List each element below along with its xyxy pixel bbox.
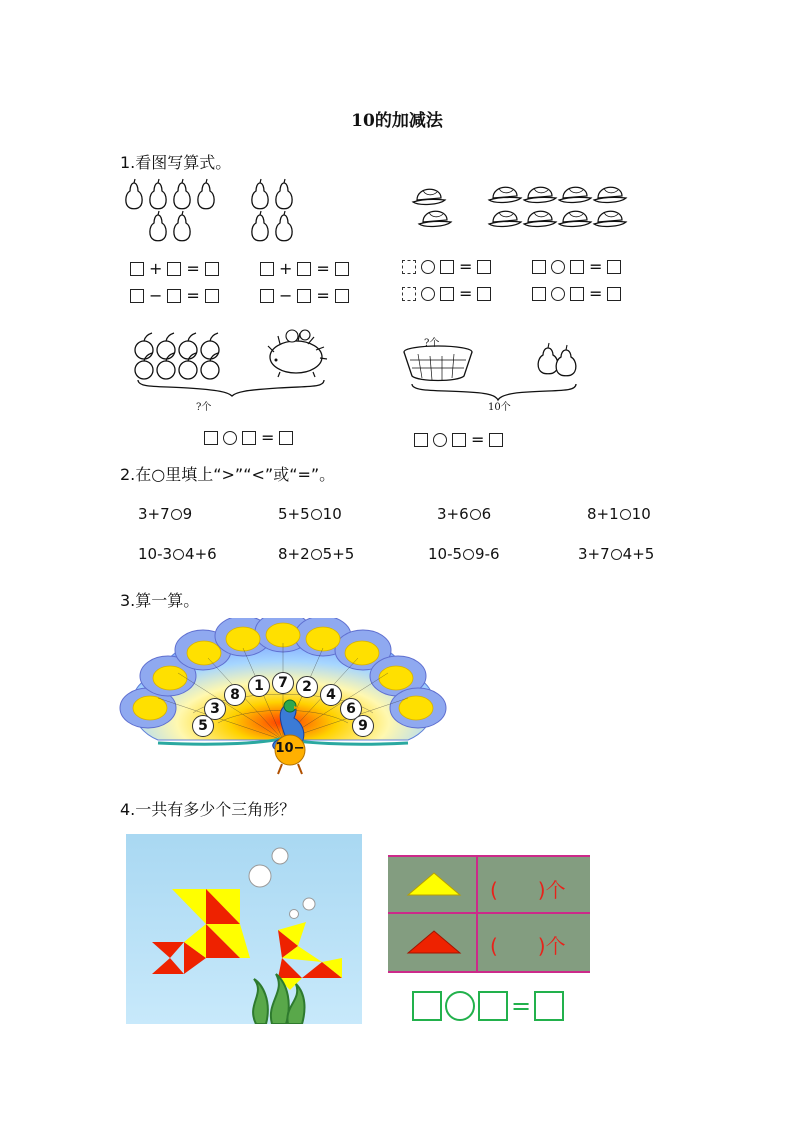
- peacock-number: 3: [204, 698, 226, 720]
- answer-box[interactable]: [478, 991, 508, 1021]
- answer-box[interactable]: [205, 289, 219, 303]
- answer-box[interactable]: [532, 287, 546, 301]
- answer-box[interactable]: [412, 991, 442, 1021]
- answer-box[interactable]: [452, 433, 466, 447]
- fish-tangram-illustration: [126, 834, 362, 1024]
- peacock-number: 5: [192, 715, 214, 737]
- section-4-heading: 4.一共有多少个三角形？: [120, 800, 296, 819]
- answer-box[interactable]: [440, 260, 454, 274]
- compare-item: 5+5 10: [278, 505, 342, 523]
- equation-a4: − =: [260, 286, 349, 305]
- operator-circle[interactable]: [551, 287, 565, 301]
- pears-group-illustration: [118, 175, 378, 245]
- peacock-number: 2: [296, 676, 318, 698]
- compare-circle[interactable]: [311, 509, 322, 520]
- answer-box[interactable]: [242, 431, 256, 445]
- compare-item: 10-3 4+6: [138, 545, 217, 563]
- answer-box[interactable]: [440, 287, 454, 301]
- equation-b3: =: [532, 257, 621, 276]
- basket-label-unknown: ?个: [424, 338, 440, 349]
- answer-box[interactable]: [205, 262, 219, 276]
- answer-box[interactable]: [570, 287, 584, 301]
- hedgehog-icon: [268, 330, 327, 377]
- answer-box[interactable]: [477, 287, 491, 301]
- answer-box[interactable]: [570, 260, 584, 274]
- answer-box[interactable]: [335, 262, 349, 276]
- answer-box[interactable]: [204, 431, 218, 445]
- compare-item: 8+1 10: [587, 505, 651, 523]
- answer-box[interactable]: [532, 260, 546, 274]
- brace-label-unknown: ?个: [196, 402, 212, 413]
- equation-d: =: [414, 430, 503, 449]
- apples-hedgehog-illustration: [128, 322, 343, 414]
- caps-group-illustration: [405, 178, 645, 238]
- equation-a1: + =: [130, 259, 219, 278]
- answer-box[interactable]: [167, 262, 181, 276]
- answer-box[interactable]: [534, 991, 564, 1021]
- operator-circle[interactable]: [421, 260, 435, 274]
- compare-circle[interactable]: [611, 549, 622, 560]
- answer-box[interactable]: [260, 262, 274, 276]
- section-3-heading: 3.算一算。: [120, 591, 200, 610]
- equation-b4: =: [532, 284, 621, 303]
- red-count-answer[interactable]: ( )个: [490, 934, 566, 958]
- compare-circle[interactable]: [311, 549, 322, 560]
- answer-box[interactable]: [402, 260, 416, 274]
- compare-circle[interactable]: [470, 509, 481, 520]
- peacock-number: 7: [272, 672, 294, 694]
- peacock-number: 9: [352, 715, 374, 737]
- answer-box[interactable]: [414, 433, 428, 447]
- total-triangle-equation: =: [412, 991, 564, 1021]
- peacock-number: 1: [248, 675, 270, 697]
- answer-box[interactable]: [167, 289, 181, 303]
- answer-box[interactable]: [607, 287, 621, 301]
- operator-circle[interactable]: [445, 991, 475, 1021]
- peacock-number: 4: [320, 684, 342, 706]
- operator-circle[interactable]: [421, 287, 435, 301]
- triangle-count-table: [388, 855, 590, 973]
- peacock-body-label: 10−: [275, 741, 305, 756]
- equation-b1: =: [402, 257, 491, 276]
- compare-circle[interactable]: [620, 509, 631, 520]
- compare-circle[interactable]: [173, 549, 184, 560]
- answer-box[interactable]: [279, 431, 293, 445]
- equation-b2: =: [402, 284, 491, 303]
- operator-circle[interactable]: [223, 431, 237, 445]
- pears-icon: [538, 343, 576, 376]
- compare-circle[interactable]: [463, 549, 474, 560]
- answer-box[interactable]: [402, 287, 416, 301]
- compare-item: 3+7 9: [138, 505, 193, 523]
- section-2-heading: 2.在○里填上“>”“<”或“=”。: [120, 465, 336, 484]
- peacock-number: 8: [224, 684, 246, 706]
- answer-box[interactable]: [335, 289, 349, 303]
- operator-circle[interactable]: [433, 433, 447, 447]
- yellow-count-answer[interactable]: ( )个: [490, 878, 566, 902]
- equation-c: =: [204, 428, 293, 447]
- answer-box[interactable]: [130, 289, 144, 303]
- operator-circle[interactable]: [551, 260, 565, 274]
- answer-box[interactable]: [260, 289, 274, 303]
- page-title: 10的加减法: [351, 111, 443, 131]
- yellow-triangle-icon: [404, 869, 464, 899]
- red-triangle-icon: [404, 927, 464, 957]
- section-1-heading: 1.看图写算式。: [120, 153, 232, 172]
- peacock-number: 6: [340, 698, 362, 720]
- answer-box[interactable]: [607, 260, 621, 274]
- answer-box[interactable]: [130, 262, 144, 276]
- equation-a3: + =: [260, 259, 349, 278]
- equation-a2: − =: [130, 286, 219, 305]
- compare-circle[interactable]: [171, 509, 182, 520]
- compare-item: 3+6 6: [437, 505, 492, 523]
- answer-box[interactable]: [297, 262, 311, 276]
- basket-icon: [404, 346, 472, 381]
- answer-box[interactable]: [477, 260, 491, 274]
- answer-box[interactable]: [489, 433, 503, 447]
- compare-item: 3+7 4+5: [578, 545, 655, 563]
- compare-item: 10-5 9-6: [428, 545, 500, 563]
- brace-label-ten: 10个: [488, 402, 511, 413]
- answer-box[interactable]: [297, 289, 311, 303]
- compare-item: 8+2 5+5: [278, 545, 355, 563]
